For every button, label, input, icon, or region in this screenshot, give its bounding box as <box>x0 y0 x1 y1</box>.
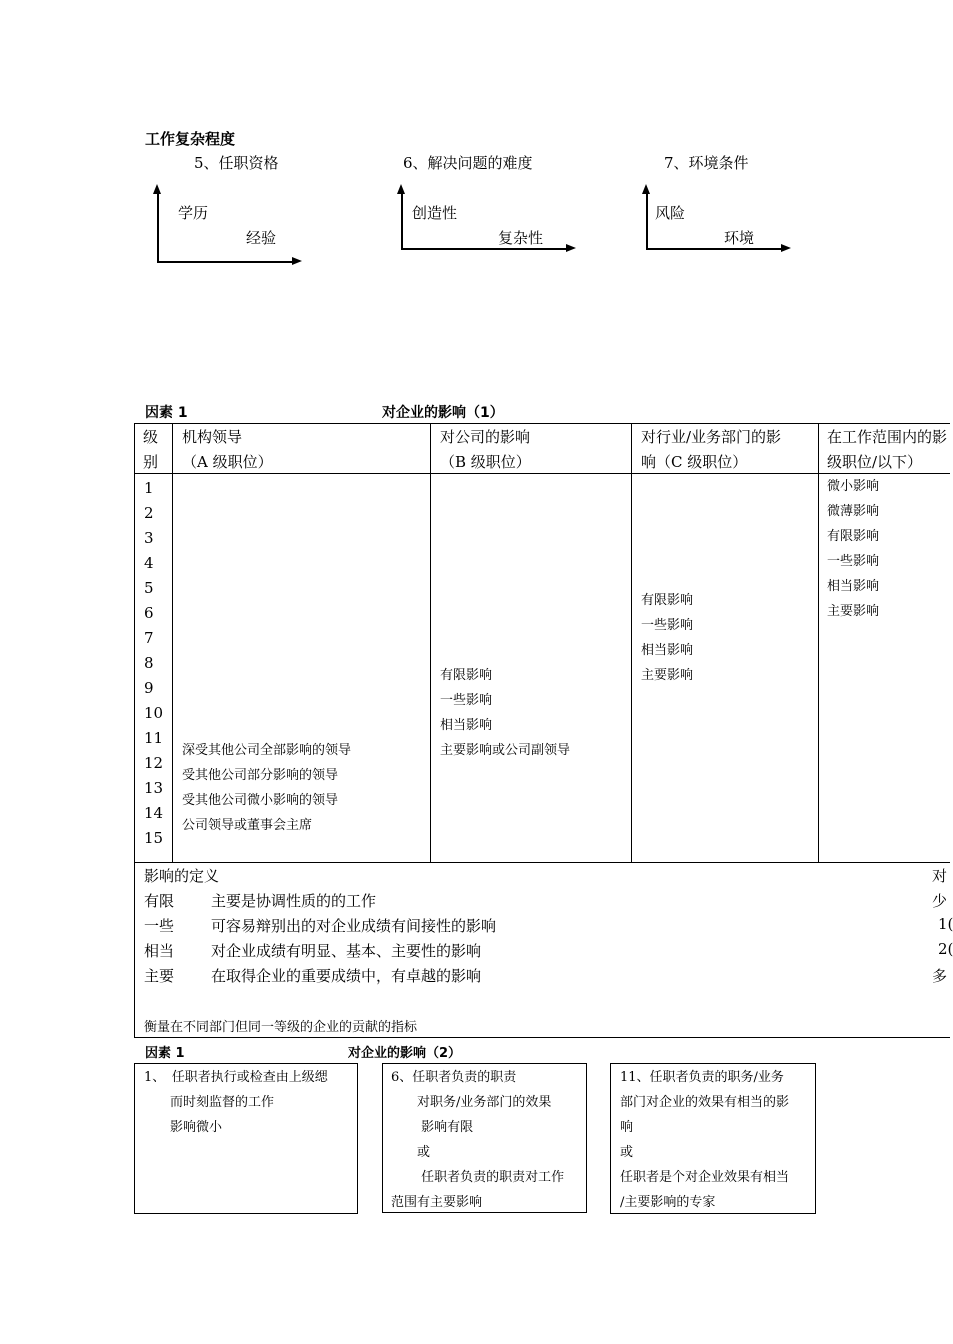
cell-text: 相当影响 <box>827 579 880 594</box>
section-title: 工作复杂程度 <box>145 130 236 148</box>
level-number: 14 <box>144 804 164 822</box>
level-number: 15 <box>144 829 164 847</box>
factor-title: 对企业的影响（1） <box>382 405 504 421</box>
cell-text: 微小影响 <box>827 479 880 494</box>
level-number: 3 <box>144 529 154 547</box>
definition-term: 一些 <box>144 917 175 935</box>
cell-text: 受其他公司微小影响的领导 <box>182 793 339 808</box>
cell-text: 相当影响 <box>440 718 493 733</box>
column-divider <box>631 423 632 863</box>
header-level: 级 别 <box>143 428 159 471</box>
level-number: 2 <box>144 504 154 522</box>
column-divider <box>430 423 431 863</box>
y-axis-label: 学历 <box>178 204 209 222</box>
arrow-right-icon <box>566 244 576 252</box>
x-axis <box>401 248 567 250</box>
cell-text: 主要影响或公司副领导 <box>440 743 571 758</box>
table-border-top <box>134 423 950 424</box>
cell-text: 公司领导或董事会主席 <box>182 818 313 833</box>
cell-text: 有限影响 <box>440 668 493 683</box>
definition-term: 主要 <box>144 967 175 985</box>
table-footnote: 衡量在不同部门但同一等级的企业的贡献的指标 <box>144 1020 418 1035</box>
impact-box-6 <box>382 1063 587 1213</box>
header-org-leader: 机构领导 （A 级职位） <box>182 428 273 471</box>
cell-text: 主要影响 <box>827 604 880 619</box>
y-axis <box>157 192 159 262</box>
definition-desc: 对企业成绩有明显、基本、主要性的影响 <box>211 942 482 960</box>
y-axis-label: 风险 <box>655 204 686 222</box>
x-axis-label: 环境 <box>724 229 755 247</box>
impact-box-1 <box>134 1063 358 1214</box>
level-number: 8 <box>144 654 154 672</box>
level-number: 7 <box>144 629 154 647</box>
definition-right-text: 对 <box>932 867 948 885</box>
definition-term: 相当 <box>144 942 175 960</box>
level-number: 1 <box>144 479 154 497</box>
diagram-heading-qualification: 5、任职资格 <box>194 154 279 172</box>
column-divider <box>172 423 173 863</box>
column-c-entries <box>641 588 693 688</box>
diagram-heading-environment: 7、环境条件 <box>664 154 749 172</box>
level-number: 11 <box>144 729 164 747</box>
table-border-bottom <box>134 1037 950 1038</box>
column-d-entries <box>827 474 879 624</box>
column-divider <box>818 423 819 863</box>
definition-desc: 可容易辩别出的对企业成绩有间接性的影响 <box>211 917 497 935</box>
definition-title: 影响的定义 <box>144 867 220 885</box>
x-axis <box>646 248 782 250</box>
level-number: 13 <box>144 779 164 797</box>
x-axis <box>157 261 293 263</box>
arrow-right-icon <box>292 257 302 265</box>
level-number: 12 <box>144 754 164 772</box>
header-scope-impact: 在工作范围内的影 级职位/以下） <box>827 428 948 471</box>
cell-text: 受其他公司部分影响的领导 <box>182 768 339 783</box>
definition-term: 有限 <box>144 892 175 910</box>
cell-text: 一些影响 <box>827 554 880 569</box>
arrow-right-icon <box>781 244 791 252</box>
cell-text: 主要影响 <box>641 668 694 683</box>
y-axis <box>646 192 648 249</box>
cell-text: 一些影响 <box>440 693 493 708</box>
header-company-impact: 对公司的影响 （B 级职位） <box>440 428 531 471</box>
cell-text: 微薄影响 <box>827 504 880 519</box>
column-a-entries <box>182 738 351 838</box>
definition-right-text: 2( <box>938 940 953 958</box>
diagram-heading-difficulty: 6、解决问题的难度 <box>403 154 533 172</box>
column-b-entries <box>440 663 570 763</box>
level-number: 4 <box>144 554 154 572</box>
y-axis <box>401 192 403 249</box>
definition-right-text: 少 <box>932 892 948 910</box>
level-number: 9 <box>144 679 154 697</box>
definition-right-text: 1( <box>938 915 953 933</box>
cell-text: 一些影响 <box>641 618 694 633</box>
box-text: 6、任职者负责的职责 对职务/业务部门的效果 影响有限 或 任职者负责的职责对工作 范围有主要影响 <box>391 1070 565 1210</box>
cell-text: 相当影响 <box>641 643 694 658</box>
level-number: 5 <box>144 579 154 597</box>
factor2-title: 对企业的影响（2） <box>348 1046 462 1061</box>
factor-label: 因素 1 <box>145 405 188 421</box>
cell-text: 有限影响 <box>641 593 694 608</box>
table-body-divider <box>134 862 950 863</box>
box-text: 1、 任职者执行或检查由上级缌 而时刻监督的工作 影响微小 <box>144 1070 328 1135</box>
x-axis-label: 复杂性 <box>498 229 544 247</box>
header-industry-impact: 对行业/业务部门的影 响（C 级职位） <box>641 428 782 471</box>
definition-right-text: 多 <box>932 967 948 985</box>
factor2-label: 因素 1 <box>145 1046 185 1061</box>
cell-text: 深受其他公司全部影响的领导 <box>182 743 352 758</box>
level-number: 10 <box>144 704 164 722</box>
x-axis-label: 经验 <box>246 229 277 247</box>
impact-box-11 <box>610 1063 816 1214</box>
level-list <box>144 476 163 851</box>
level-number: 6 <box>144 604 154 622</box>
definition-desc: 主要是协调性质的的工作 <box>211 892 377 910</box>
table-border-left <box>134 423 135 1038</box>
box-text: 11、任职者负责的职务/业务 部门对企业的效果有相当的影 响 或 任职者是个对企业效果有相当 /主要影响的专家 <box>620 1070 790 1210</box>
definition-desc: 在取得企业的重要成绩中，有卓越的影响 <box>211 967 482 985</box>
cell-text: 有限影响 <box>827 529 880 544</box>
y-axis-label: 创造性 <box>412 204 458 222</box>
